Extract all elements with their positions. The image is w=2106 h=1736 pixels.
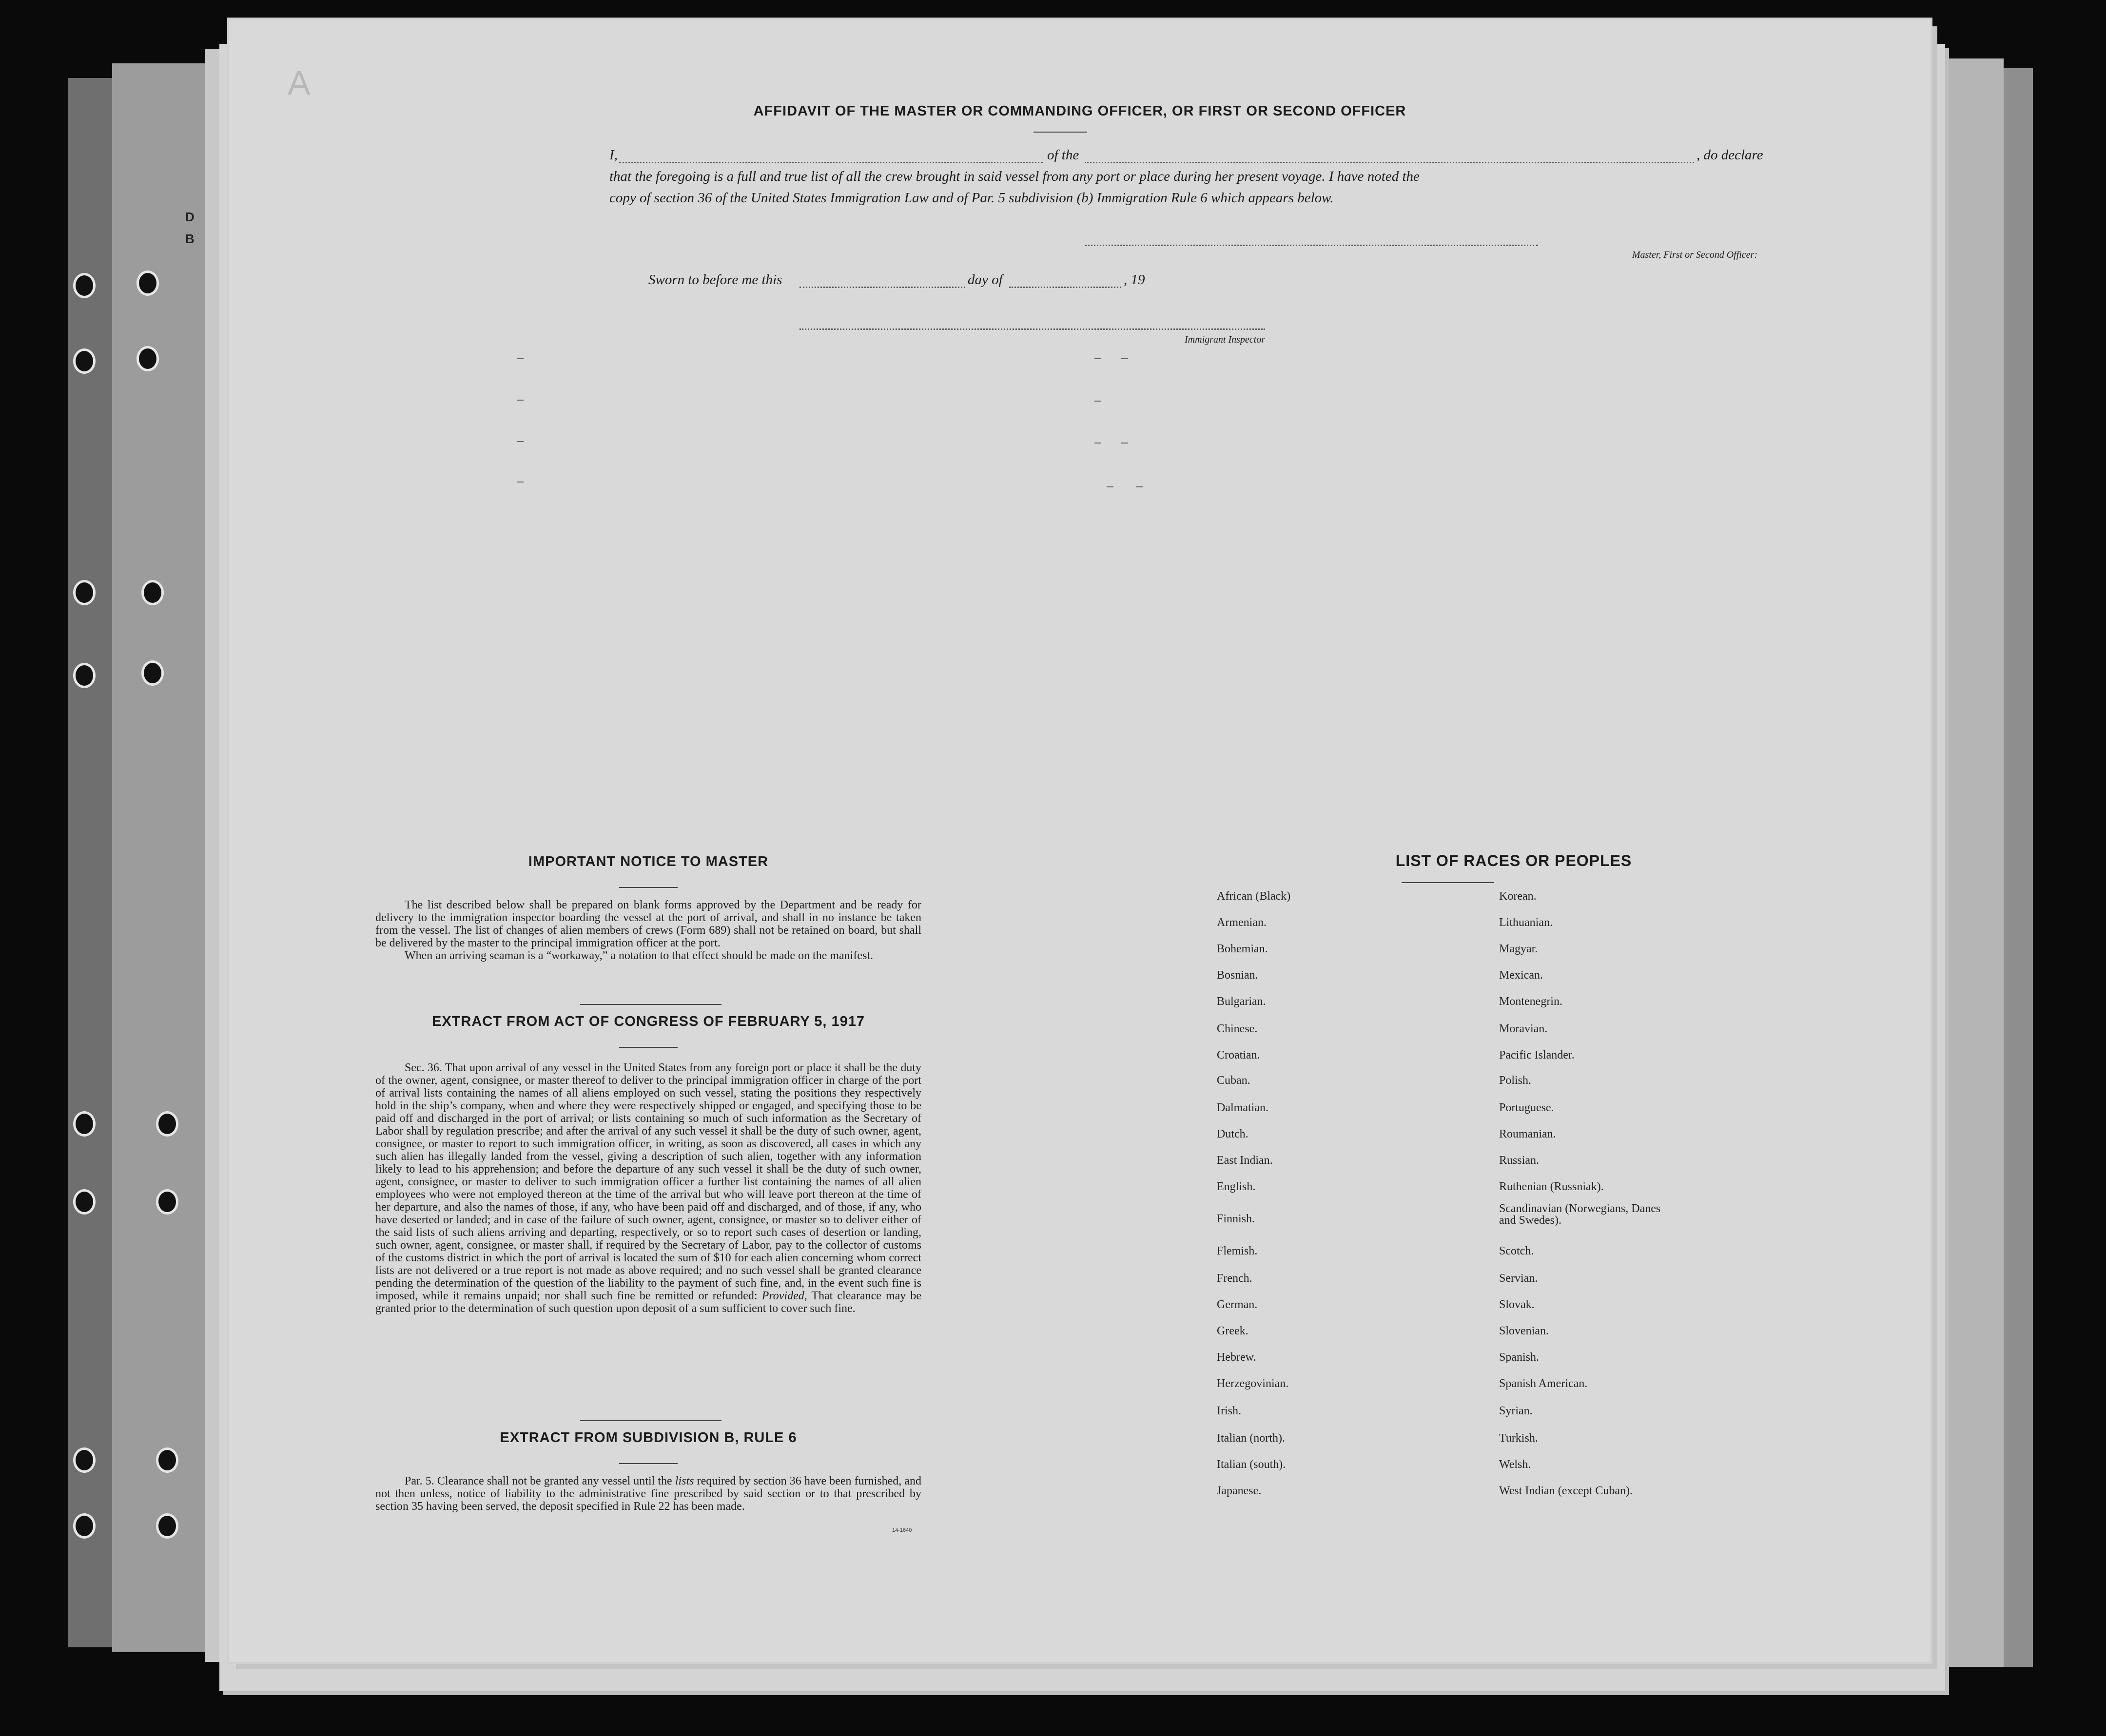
race-item-left: Italian (north).	[1217, 1432, 1285, 1445]
punch-hole	[156, 1513, 178, 1539]
race-item-left: Flemish.	[1217, 1245, 1258, 1257]
race-item-right: Montenegrin.	[1499, 995, 1562, 1008]
race-item-left: German.	[1217, 1298, 1258, 1311]
print-code: 14-1640	[892, 1527, 912, 1533]
stray-mark	[517, 400, 524, 401]
race-item-left: French.	[1217, 1272, 1252, 1285]
race-item-left: Italian (south).	[1217, 1458, 1286, 1471]
side-mark-d: D	[185, 210, 195, 224]
sworn-label: Sworn to before me this	[648, 272, 782, 288]
sworn-month-blank[interactable]	[1009, 287, 1121, 288]
race-item-right: West Indian (except Cuban).	[1499, 1485, 1633, 1497]
race-item-right: Roumanian.	[1499, 1128, 1556, 1140]
notice-title: IMPORTANT NOTICE TO MASTER	[528, 854, 769, 869]
race-item-right: Korean.	[1499, 890, 1537, 903]
punch-hole	[141, 660, 164, 686]
punch-hole	[136, 346, 159, 371]
declarant-name-blank[interactable]	[619, 162, 1043, 163]
notice-paragraph-2: When an arriving seaman is a “workaway,” a notation to that effect should be made on the manifest.	[405, 949, 873, 962]
race-item-left: Bohemian.	[1217, 943, 1268, 955]
punch-hole	[73, 1513, 96, 1539]
lists-word: lists	[675, 1475, 694, 1487]
stray-mark	[1121, 443, 1128, 444]
punch-hole	[73, 580, 96, 605]
race-item-left: East Indian.	[1217, 1154, 1273, 1167]
par-5-text-a: Par. 5. Clearance shall not be granted any vessel until the	[405, 1475, 672, 1487]
race-item-left: Finnish.	[1217, 1213, 1255, 1225]
inspector-caption: Immigrant Inspector	[1185, 334, 1265, 345]
binding-strip-outer	[68, 78, 112, 1647]
declaration-line-2: copy of section 36 of the United States Immigration Law and of Par. 5 subdivision (b) Immigration Rule 6 which appears below.	[609, 190, 1334, 206]
race-item-right: Pacific Islander.	[1499, 1049, 1575, 1061]
punch-hole	[73, 348, 96, 374]
race-item-left: Bulgarian.	[1217, 995, 1266, 1008]
race-item-right: Turkish.	[1499, 1432, 1538, 1445]
stray-mark	[1107, 486, 1113, 487]
title-rule	[619, 887, 678, 888]
day-of-label: day of	[968, 272, 1003, 288]
binding-strip-middle	[112, 63, 216, 1652]
corner-scribble: A	[288, 64, 311, 102]
punch-hole	[73, 1447, 96, 1473]
stray-mark	[1094, 358, 1101, 359]
declare-label: , do declare	[1696, 147, 1763, 163]
punch-hole	[156, 1189, 178, 1215]
race-item-left: Chinese.	[1217, 1022, 1258, 1035]
race-item-left: Japanese.	[1217, 1485, 1262, 1497]
race-item-left: Armenian.	[1217, 916, 1267, 929]
race-item-right: Slovenian.	[1499, 1325, 1549, 1337]
title-rule	[1034, 132, 1087, 133]
punch-hole	[156, 1447, 178, 1473]
master-caption: Master, First or Second Officer:	[1632, 250, 1757, 260]
race-item-right: Slovak.	[1499, 1298, 1535, 1311]
affidavit-title: AFFIDAVIT OF THE MASTER OR COMMANDING OFFICER, OR FIRST OR SECOND OFFICER	[753, 103, 1406, 119]
race-item-right: Spanish.	[1499, 1351, 1540, 1364]
stray-mark	[517, 358, 524, 359]
race-item-right: Spanish American.	[1499, 1377, 1588, 1390]
vessel-label: of the	[1047, 147, 1079, 163]
race-item-left: Herzegovinian.	[1217, 1377, 1289, 1390]
sworn-day-blank[interactable]	[800, 287, 965, 288]
right-edge-strip-dark	[2004, 68, 2033, 1667]
inspector-signature-line[interactable]	[800, 328, 1265, 330]
punch-hole	[73, 273, 96, 298]
race-item-left: Dalmatian.	[1217, 1101, 1268, 1114]
race-item-left: Greek.	[1217, 1325, 1248, 1337]
race-item-right: Scandinavian (Norwegians, Danes and Swedes).	[1499, 1202, 1661, 1227]
section-36-label: Sec. 36.	[405, 1061, 442, 1074]
rule-extract-title: EXTRACT FROM SUBDIVISION B, RULE 6	[500, 1430, 797, 1446]
race-item-left: Bosnian.	[1217, 969, 1258, 982]
race-item-left: Irish.	[1217, 1405, 1241, 1417]
notice-paragraph-1: The list described below shall be prepared on blank forms approved by the Department and be ready for delivery to the immigration inspector boarding the vessel at the port of arrival, and shall in no instance be taken from the vessel. The list of changes of alien members of crews (Form 689) shall not be retained on board, but shall be delivered by the master to the principal immigration officer at the port.	[375, 899, 921, 949]
race-item-right: Scotch.	[1499, 1245, 1534, 1257]
vessel-name-blank[interactable]	[1085, 162, 1694, 163]
race-item-right: Magyar.	[1499, 943, 1538, 955]
year-label: , 19	[1124, 272, 1145, 288]
section-36-body: That upon arrival of any vessel in the United States from any foreign port or place it shall be the duty of the owner, agent, consignee, or master thereof to deliver to the principal immigration officer in charge of the port of arrival lists containing the names of all aliens employed on such vessel, stating the positions they respectively hold in the ship’s company, when and where they were respectively shipped or engaged, and specifying those to be paid off and discharged in the port of arrival; or lists containing so much of such information as the Secretary of Labor shall by regulation prescribe; and after the arrival of any such vessel it shall be the duty of such owner, agent, consignee, or master to report to such immigration officer, in writing, as soon as discovered, all cases in which any such alien has illegally landed from the vessel, giving a description of such alien, together with any information likely to lead to his apprehension; and before the departure of any such vessel it shall be the duty of such owner, agent, consignee, or master to deliver to such immigration officer a further list containing the names of all alien employees who were not employed thereon at the time of the arrival but who will leave port thereon at the time of her departure, and also the names of those, if any, who have been paid off and discharged, and of those, if any, who have deserted or landed; and in case of the failure of such owner, agent, consignee, or master so to deliver either of the said lists of such aliens arriving and departing, respectively, or so to report such cases of desertion or landing, such owner, agent, consignee, or master shall, if required by the Secretary of Labor, pay to the collector of customs of the customs district in which the port of arrival is located the sum of $10 for each alien concerning whom correct lists are not delivered or a true report is not made as above required; and no such vessel shall be granted clearance pending the determination of the question of the liability to the payment of such fine, and, in the event such fine is imposed, while it remains unpaid; nor shall such fine be remitted or refunded:	[375, 1061, 921, 1302]
race-item-right: Polish.	[1499, 1074, 1532, 1087]
race-item-right: Mexican.	[1499, 969, 1543, 982]
race-item-right: Moravian.	[1499, 1022, 1548, 1035]
punch-hole	[156, 1111, 178, 1137]
race-item-right: Welsh.	[1499, 1458, 1531, 1471]
stray-mark	[1094, 401, 1101, 402]
section-rule	[580, 1004, 722, 1005]
par-5-text-b: required by section 36 have been furnished, and not then unless, notice of liability to the administrative fine prescribed by said section or to that prescribed by section 35 having been served, the deposit specified in Rule 22 has been made.	[375, 1475, 922, 1513]
punch-hole	[73, 1111, 96, 1137]
punch-hole	[141, 580, 164, 605]
race-item-left: Cuban.	[1217, 1074, 1250, 1087]
races-title: LIST OF RACES OR PEOPLES	[1395, 852, 1632, 869]
stray-mark	[1121, 358, 1128, 359]
race-item-left: Croatian.	[1217, 1049, 1260, 1061]
race-item-right: Portuguese.	[1499, 1101, 1554, 1114]
race-item-right: Russian.	[1499, 1154, 1540, 1167]
stray-mark	[1136, 486, 1143, 487]
section-rule	[580, 1420, 722, 1421]
punch-hole	[73, 663, 96, 688]
side-mark-b: B	[185, 231, 195, 246]
race-item-right: Lithuanian.	[1499, 916, 1553, 929]
race-item-right: Servian.	[1499, 1272, 1538, 1285]
race-item-right: Ruthenian (Russniak).	[1499, 1180, 1604, 1193]
section-36-text	[375, 1061, 921, 1315]
par-5-text	[375, 1475, 921, 1513]
race-item-left: Hebrew.	[1217, 1351, 1256, 1364]
punch-hole	[136, 270, 159, 296]
race-item-left: Dutch.	[1217, 1128, 1248, 1140]
punch-hole	[73, 1189, 96, 1215]
stray-mark	[1094, 443, 1101, 444]
race-item-right: Syrian.	[1499, 1405, 1533, 1417]
section-36-tail: That clearance may be granted prior to the determination of such question upon deposit of a sum sufficient to cover such fine.	[375, 1290, 922, 1315]
master-signature-line[interactable]	[1085, 245, 1538, 246]
title-rule	[1402, 882, 1494, 883]
act-extract-title: EXTRACT FROM ACT OF CONGRESS OF FEBRUARY 5, 1917	[431, 1014, 865, 1029]
title-rule	[619, 1047, 678, 1048]
manifest-page	[229, 19, 1930, 1662]
stray-mark	[517, 441, 524, 442]
provided-word: Provided,	[761, 1290, 807, 1302]
race-item-left: African (Black)	[1217, 890, 1291, 903]
declarant-label: I,	[609, 147, 618, 163]
declaration-line-1: that the foregoing is a full and true list of all the crew brought in said vessel from any port or place during her present voyage. I have noted the	[609, 169, 1420, 184]
race-item-left: English.	[1217, 1180, 1256, 1193]
title-rule	[619, 1463, 678, 1464]
